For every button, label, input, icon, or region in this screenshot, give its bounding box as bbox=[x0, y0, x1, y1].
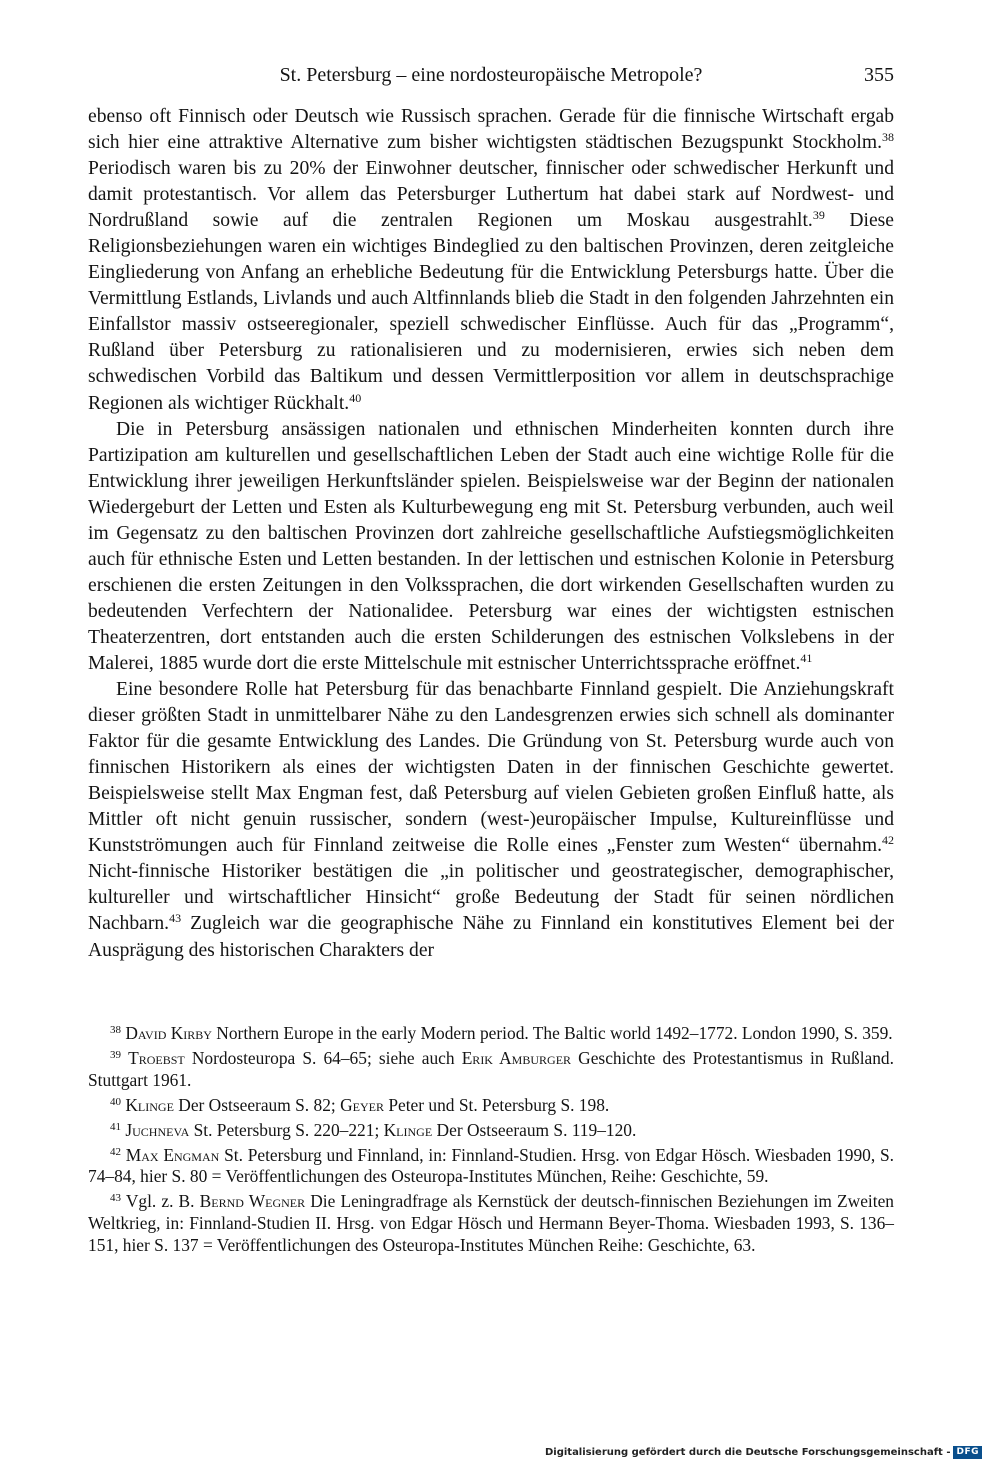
footnote-author: Bernd Wegner bbox=[199, 1191, 306, 1212]
dfg-logo-icon: DFG bbox=[953, 1446, 982, 1459]
footnote-author: Troebst bbox=[128, 1047, 185, 1068]
footnote-43 bbox=[88, 1191, 894, 1257]
paragraph-text: Zugleich war die geographische Nähe zu Finnland ein konstitutives Element bei der Ausprägung des historischen Charakters der bbox=[88, 913, 894, 961]
footnote-number: 40 bbox=[110, 1095, 121, 1108]
footnote-number: 38 bbox=[110, 1024, 121, 1036]
footnote-author: Klinge bbox=[125, 1094, 174, 1115]
footnote-author: Juchneva bbox=[125, 1119, 190, 1140]
footnote-text: Der Ostseeraum S. 82; bbox=[173, 1094, 341, 1115]
footnote-42 bbox=[88, 1145, 894, 1189]
paragraph-2 bbox=[88, 417, 894, 677]
paragraph-text: Diese Religionsbeziehungen waren ein wichtiges Bindeglied zu den baltischen Provinzen, deren zeitgleiche Eingliederung von Anfang an erhebliche Bedeutung für die Entwicklung Petersburgs hatte. Über die Vermittlung Estlands, Livlands und auch Altfinnlands blieb die Stadt in den folgenden Jahrzehnten ein Einfallstor massiv ostseeregionaler, speziell schwedischer Einflüsse. Auch für das „Programm“, Rußland über Petersburg zu rationalisieren und zu modernisieren, erwies sich neben dem schwedischen Vorbild das Baltikum und dessen Vermittlerposition vor allem in deutschsprachige Regionen als wichtiger Rückhalt. bbox=[88, 210, 894, 414]
paragraph-3 bbox=[88, 677, 894, 964]
footnote-38 bbox=[88, 1023, 894, 1045]
paragraph-text: Nicht-finnische Historiker bestätigen die „in politischer und geostrategischer, demographischer, kultureller und wirtschaftlicher Hinsicht“ große Bedeutung der Stadt für seinen nördlichen Nachbarn. bbox=[88, 861, 894, 935]
footnote-text: Die Leningradfrage als Kernstück der deutsch-finnischen Beziehungen im Zweiten Weltkrieg, in: Finnland-Studien II. Hrsg. von Edgar Hösch und Hermann Beyer-Thoma. Wiesbaden 1993, S. 136–151, hier S. 137 = Veröffentlichungen des Osteuropa-Institutes München Reihe: Geschichte, 63. bbox=[88, 1191, 894, 1256]
paragraph-text: Periodisch waren bis zu 20% der Einwohner deutscher, finnischer oder schwedischer Herkunft und damit protestantisch. Vor allem das Petersburger Luthertum hat dabei stark auf Nordwest- und Nordrußland sowie auf die zentralen Regionen um Moskau ausgestrahlt. bbox=[88, 158, 894, 232]
page-number: 355 bbox=[864, 64, 894, 86]
footnote-author: David Kirby bbox=[125, 1023, 212, 1043]
body-text bbox=[88, 104, 894, 964]
footnote-ref-39: 39 bbox=[812, 208, 825, 223]
footnote-text: Nordosteuropa S. 64–65; siehe auch bbox=[184, 1047, 462, 1068]
footnote-text: Der Ostseeraum S. 119–120. bbox=[432, 1119, 637, 1140]
footnote-text: Peter und St. Petersburg S. 198. bbox=[383, 1094, 610, 1115]
digitization-credit bbox=[545, 1446, 982, 1459]
footnotes bbox=[88, 1023, 894, 1260]
footnote-number: 39 bbox=[110, 1048, 121, 1061]
footnote-41 bbox=[88, 1120, 894, 1142]
footnote-author: Erik Amburger bbox=[461, 1047, 572, 1068]
digitization-credit-text: Digitalisierung gefördert durch die Deutsche Forschungsgemeinschaft - bbox=[544, 1447, 951, 1458]
footnote-ref-40: 40 bbox=[349, 390, 362, 405]
footnote-39 bbox=[88, 1048, 894, 1092]
footnote-author: Klinge bbox=[383, 1119, 433, 1140]
footnote-text: Geschichte des Protestantismus in Rußland. Stuttgart 1961. bbox=[88, 1047, 894, 1090]
footnote-number: 43 bbox=[110, 1192, 121, 1205]
footnote-prefix: Vgl. z. B. bbox=[125, 1191, 200, 1212]
footnote-40 bbox=[88, 1095, 894, 1117]
running-title: St. Petersburg – eine nordosteuropäische Metropole? bbox=[279, 64, 703, 86]
footnote-number: 41 bbox=[110, 1120, 121, 1133]
running-header bbox=[88, 64, 894, 92]
footnote-author: Max Engman bbox=[125, 1144, 220, 1165]
footnote-author: Geyer bbox=[340, 1094, 384, 1115]
paragraph-text: Eine besondere Rolle hat Petersburg für das benachbarte Finnland gespielt. Die Anziehungskraft dieser größten Stadt in unmittelbarer Nähe zu den Landesgrenzen erwies sich schnell als dominanter Faktor für die gesamte Entwicklung des Landes. Die Gründung von St. Petersburg wurde auch von finnischen Historikern als eines der wichtigsten Daten in der finnischen Geschichte gewertet. Beispielsweise stellt Max Engman fest, daß Petersburg auf vielen Gebieten großen Einfluß hatte, als Mittler oft nicht genuin russischer, sondern (west-)europäischer Impulse, Kultureinflüsse und Kunstströmungen auch für Finnland zeitweise die Rolle eines „Fenster zum Westen“ übernahm. bbox=[88, 679, 894, 857]
paragraph-1 bbox=[88, 104, 894, 417]
footnote-text: St. Petersburg S. 220–221; bbox=[189, 1119, 384, 1140]
paragraph-text: Die in Petersburg ansässigen nationalen und ethnischen Minderheiten konnten durch ihre Partizipation am kulturellen und gesellschaftlichen Leben der Stadt auch eine wichtige Rolle für die Entwicklung ihrer jeweiligen Herkunftsländer spielen. Beispielsweise war der Beginn der nationalen Wiedergeburt der Letten und Esten als Kulturbewegung eng mit St. Petersburg verbunden, auch weil im Gegensatz zu den baltischen Provinzen dort zahlreiche gesellschaftliche Aufstiegsmöglichkeiten auch für ethnische Esten und Letten bestanden. In der lettischen und estnischen Kolonie in Petersburg erschienen die ersten Zeitungen in den Volkssprachen, die dort wirkenden Gesellschaften wurden zu bedeutenden Verfechtern der Nationalidee. Petersburg war eines der wichtigsten estnischen Theaterzentren, dort entstanden auch die ersten Schilderungen des estnischen Volkslebens in der Malerei, 1885 wurde dort die erste Mittelschule mit estnischer Unterrichtssprache eröffnet. bbox=[88, 418, 894, 674]
footnote-ref-38: 38 bbox=[882, 130, 894, 145]
footnote-text: Northern Europe in the early Modern period. The Baltic world 1492–1772. London 1990, S. 359. bbox=[211, 1023, 893, 1043]
footnote-ref-41: 41 bbox=[800, 650, 813, 665]
footnote-number: 42 bbox=[110, 1145, 121, 1158]
footnote-text: St. Petersburg und Finnland, in: Finnland-Studien. Hrsg. von Edgar Hösch. Wiesbaden 1990, S. 74–84, hier S. 80 = Veröffentlichungen des Osteuropa-Institutes München, Reihe: Geschichte, 59. bbox=[88, 1144, 894, 1187]
footnote-ref-42: 42 bbox=[882, 833, 894, 848]
paragraph-text: ebenso oft Finnisch oder Deutsch wie Russisch sprachen. Gerade für die finnische Wirtschaft ergab sich hier eine attraktive Alternative zum bisher wichtigsten städtischen Bezugspunkt Stockholm. bbox=[88, 106, 894, 154]
footnote-ref-43: 43 bbox=[169, 911, 182, 926]
